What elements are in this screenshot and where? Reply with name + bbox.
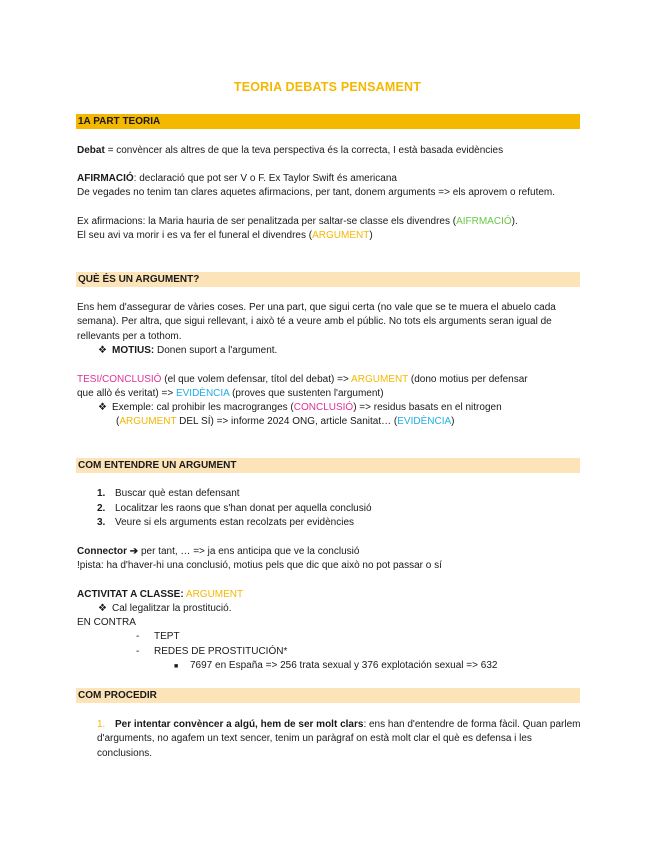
step-item — [97, 516, 354, 530]
dash-item — [136, 630, 180, 644]
section-heading-entendre: COM ENTENDRE UN ARGUMENT — [76, 458, 580, 473]
step-text: Localitzar les raons que s'han donat per aquella conclusió — [115, 503, 372, 514]
label-conclusio: CONCLUSIÓ — [293, 402, 354, 413]
argument-example — [77, 229, 373, 243]
label-argument: ARGUMENT — [183, 589, 244, 600]
connector-line — [77, 545, 359, 559]
step-number: 3. — [97, 517, 106, 528]
arrow-right-icon: ➔ — [127, 546, 139, 557]
step-number: 2. — [97, 503, 106, 514]
step-item — [97, 487, 240, 501]
procedir-text: : ens han d'entendre de forma fàcil. Quan parlem d'arguments, no agafem un text sencer, tenim un paràgraf on està molt clar el què es defensa i les conclusions. — [97, 719, 581, 759]
afirmacio-example — [77, 215, 518, 229]
label-afirmacio: AIFRMACIÓ — [456, 216, 512, 227]
en-contra-label: EN CONTRA — [77, 617, 136, 628]
tesi-line-2 — [77, 387, 384, 401]
dash-item-text: TEPT — [154, 631, 180, 642]
step-text: Veure si els arguments estan recolzats per evidències — [115, 517, 355, 528]
square-bullet-icon: ■ — [174, 663, 179, 670]
pista-line: !pista: ha d'haver-hi una conclusió, motius pels que dic que això no pot passar o sí — [77, 560, 442, 571]
motius-bullet — [98, 344, 277, 358]
label-evidencia: EVIDÈNCIA — [175, 388, 230, 399]
afirmacio-paragraph: De vegades no tenim tan clares aquetes afirmacions, per tant, donem arguments => els aprovem o refutem. — [77, 187, 556, 198]
connector-text: per tant, … => ja ens anticipa que ve la conclusió — [138, 546, 360, 557]
diamond-bullet-icon: ❖ — [98, 402, 107, 413]
section-heading-argument: QUÈ ÉS UN ARGUMENT? — [76, 272, 580, 287]
afirmacio-definition — [77, 172, 397, 186]
exemple-bullet — [98, 401, 502, 415]
step-number: 1. — [97, 488, 106, 499]
exemple-bullet-line-2 — [116, 415, 454, 429]
tesi-text: que allò és veritat) => — [77, 388, 176, 399]
section-heading-teoria: 1A PART TEORIA — [76, 114, 580, 129]
activitat-text: Cal legalitzar la prostitució. — [112, 603, 232, 614]
label-tesi: TESI/CONCLUSIÓ — [77, 374, 162, 385]
exemple-text: ( — [116, 416, 120, 427]
connector-term: Connector — [77, 546, 127, 557]
debat-text: = convèncer als altres de que la teva perspectiva és la correcta, I està basada evidències — [104, 145, 504, 156]
step-item — [97, 502, 372, 516]
exemple-text: ) — [451, 416, 455, 427]
afirmacio-term: AFIRMACIÓ — [77, 173, 134, 184]
label-argument: ARGUMENT — [312, 230, 370, 241]
procedir-bold: Per intentar convèncer a algú, hem de ser molt clars — [115, 719, 364, 730]
tesi-text: (el que volem defensar, títol del debat) => — [161, 374, 352, 385]
label-evidencia: EVIDÈNCIA — [397, 416, 452, 427]
debat-definition — [77, 144, 503, 158]
example-text: Ex afirmacions: la Maria hauria de ser penalitzada per saltar-se classe els divendres ( — [77, 216, 457, 227]
dash-item — [136, 645, 287, 659]
activitat-bullet — [98, 602, 232, 616]
dash-bullet-icon: - — [136, 631, 140, 642]
tesi-text: (proves que sustenten l'argument) — [229, 388, 384, 399]
step-number: 1. — [97, 719, 106, 730]
procedir-item — [97, 718, 583, 761]
sub-item-text: 7697 en España => 256 trata sexual y 376 explotación sexual => 632 — [190, 660, 498, 671]
exemple-text: DEL SÍ) => informe 2024 ONG, article Sanitat… ( — [176, 416, 398, 427]
argument-paragraph: Ens hem d'assegurar de vàries coses. Per una part, que sigui certa (no vale que se te muera el abuelo cada semana). Per altra, que sigui rellevant, i això té a veure amb el públic. No tots els arguments seran igual de rellevants per a tothom. — [77, 302, 556, 342]
example-text-end: ). — [511, 216, 518, 227]
sub-item — [174, 659, 497, 673]
step-text: Buscar què estan defensant — [115, 488, 240, 499]
example-text: El seu avi va morir i es va fer el funeral el divendres ( — [77, 230, 313, 241]
dash-bullet-icon: - — [136, 646, 140, 657]
section-heading-procedir: COM PROCEDIR — [76, 688, 580, 703]
label-argument: ARGUMENT — [119, 416, 177, 427]
tesi-line-1 — [77, 373, 528, 387]
afirmacio-text: : declaració que pot ser V o F. Ex Taylor Swift és americana — [133, 173, 397, 184]
diamond-bullet-icon: ❖ — [98, 603, 107, 614]
diamond-bullet-icon: ❖ — [98, 345, 107, 356]
example-text-end: ) — [369, 230, 373, 241]
activitat-term: ACTIVITAT A CLASSE: — [77, 589, 184, 600]
exemple-text: Exemple: cal prohibir les macrogranges ( — [112, 402, 294, 413]
label-argument: ARGUMENT — [351, 374, 409, 385]
page-title: TEORIA DEBATS PENSAMENT — [233, 80, 422, 94]
tesi-text: (dono motius per defensar — [408, 374, 528, 385]
debat-term: Debat — [77, 145, 105, 156]
motius-text: Donen suport a l'argument. — [154, 345, 278, 356]
activitat-line — [77, 588, 243, 602]
exemple-text: ) => residus basats en el nitrogen — [353, 402, 502, 413]
motius-term: MOTIUS: — [112, 345, 155, 356]
dash-item-text: REDES DE PROSTITUCIÓN* — [154, 646, 288, 657]
